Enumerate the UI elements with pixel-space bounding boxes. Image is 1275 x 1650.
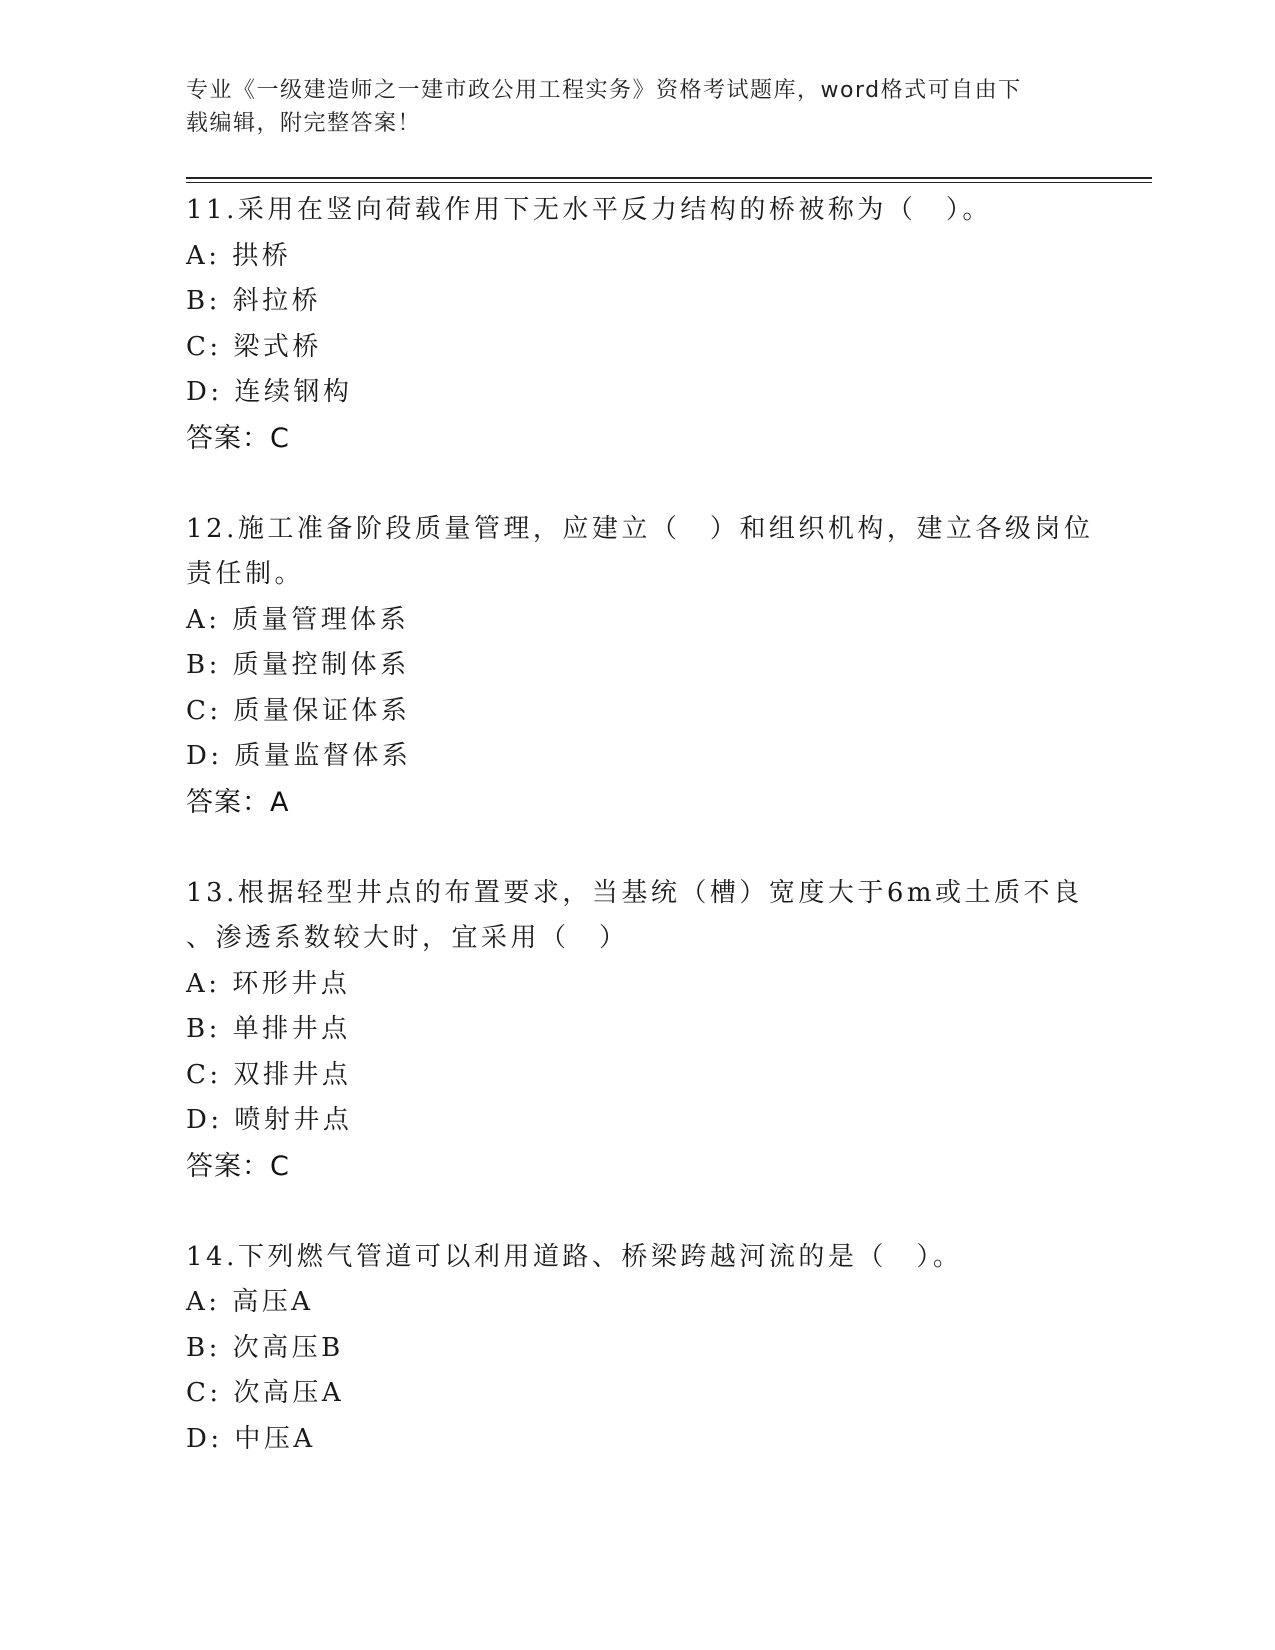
option-b: B: 次高压B	[186, 1332, 344, 1363]
answer-line: 答案：C	[186, 422, 290, 454]
option-c: C: 次高压A	[186, 1378, 345, 1408]
option-d: D: 质量监督体系	[186, 741, 412, 771]
option-b: B: 单排井点	[186, 1014, 351, 1044]
question-spacer	[186, 825, 1086, 871]
header-line-2: 载编辑，附完整答案！	[186, 111, 422, 136]
answer-line: 答案：A	[186, 786, 290, 818]
header-divider-thick	[186, 177, 1152, 179]
option-c: C: 梁式桥	[186, 331, 322, 362]
option-a: A: 环形井点	[186, 968, 351, 999]
question-stem: 11.采用在竖向荷载作用下无水平反力结构的桥被称为（ ）。	[186, 195, 992, 225]
option-d: D: 中压A	[186, 1423, 316, 1454]
option-c: C: 双排井点	[186, 1059, 352, 1090]
option-a: A: 质量管理体系	[186, 604, 410, 635]
question-11	[186, 188, 1086, 461]
question-list	[186, 188, 1094, 1462]
question-spacer	[186, 461, 1086, 507]
question-12	[186, 507, 1094, 826]
option-c: C: 质量保证体系	[186, 695, 411, 726]
question-spacer	[186, 1189, 1086, 1235]
question-stem-continued: 、渗透系数较大时，宜采用（ ）	[186, 923, 629, 953]
header-divider-thin	[186, 182, 1152, 183]
question-stem: 13.根据轻型井点的布置要求，当基统（槽）宽度大于6m或土质不良	[186, 877, 1083, 908]
document-header	[186, 74, 1066, 140]
option-b: B: 斜拉桥	[186, 286, 322, 316]
question-13	[186, 871, 1086, 1190]
option-d: D: 喷射井点	[186, 1105, 353, 1135]
question-stem: 12.施工准备阶段质量管理，应建立（ ）和组织机构，建立各级岗位	[186, 513, 1094, 544]
option-d: D: 连续钢构	[186, 377, 353, 407]
question-14	[186, 1235, 1086, 1463]
option-a: A: 高压A	[186, 1287, 314, 1317]
question-stem: 14.下列燃气管道可以利用道路、桥梁跨越河流的是（ ）。	[186, 1241, 963, 1272]
header-line-1: 专业《一级建造师之一建市政公用工程实务》资格考试题库，word格式可自由下	[186, 78, 1022, 103]
option-b: B: 质量控制体系	[186, 650, 410, 680]
answer-line: 答案：C	[186, 1150, 290, 1182]
question-stem-continued: 责任制。	[186, 559, 305, 589]
option-a: A: 拱桥	[186, 240, 292, 271]
